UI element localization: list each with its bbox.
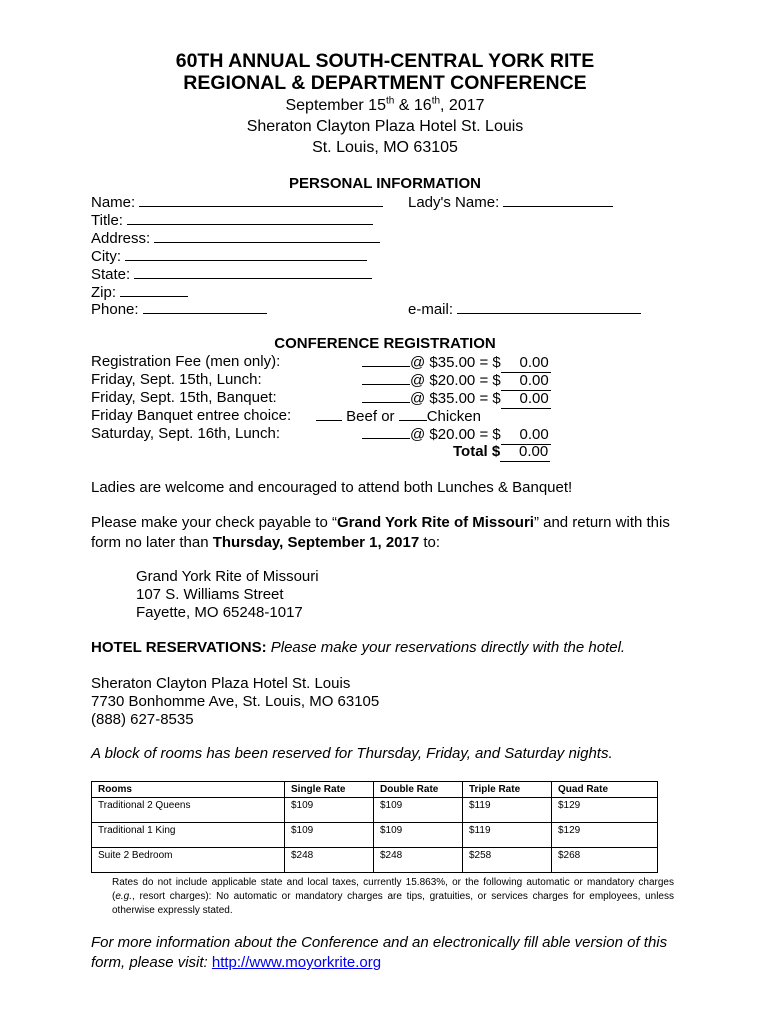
- table-header: Rooms: [92, 782, 285, 798]
- entree-choice[interactable]: Beef or Chicken: [316, 407, 481, 426]
- ladies-note: Ladies are welcome and encouraged to attend both Lunches & Banquet!: [91, 479, 573, 496]
- event-city: St. Louis, MO 63105: [312, 139, 458, 156]
- table-row: [92, 823, 658, 848]
- website-link[interactable]: http://www.moyorkrite.org: [211, 954, 382, 971]
- table-cell: $258: [463, 848, 552, 873]
- check-instructions: Please make your check payable to “Grand York Rite of Missouri” and return with this form no later than Thursday, September 1, 2017 to:: [91, 514, 670, 551]
- table-header: Single Rate: [285, 782, 374, 798]
- table-cell: $268: [552, 848, 658, 873]
- title-line-1: 60TH ANNUAL SOUTH-CENTRAL YORK RITE: [175, 50, 595, 72]
- table-cell: $119: [463, 798, 552, 823]
- table-cell: Suite 2 Bedroom: [92, 848, 285, 873]
- table-cell: $109: [374, 823, 463, 848]
- reg-label-fri-banquet: Friday, Sept. 15th, Banquet:: [91, 389, 277, 406]
- table-header: Double Rate: [374, 782, 463, 798]
- ladys-name-field[interactable]: Lady's Name:: [408, 193, 613, 212]
- table-cell: Traditional 1 King: [92, 823, 285, 848]
- reg-amount-sat-lunch: 0.00: [501, 426, 551, 445]
- reg-label-sat-lunch: Saturday, Sept. 16th, Lunch:: [91, 425, 281, 442]
- email-field[interactable]: e-mail:: [408, 300, 641, 319]
- table-cell: $119: [463, 823, 552, 848]
- footer-info: For more information about the Conference and an electronically fill able version of this form, please visit: http://www.moyorkrite.org: [91, 934, 668, 971]
- rates-notes: Rates do not include applicable state and local taxes, currently 15.863%, or the following automatic or mandatory charges (e.g., resort charges): No automatic or mandatory charges are tips, gratuities, or services charges for employees, unless otherwise expressly stated.: [112, 877, 674, 916]
- table-cell: $129: [552, 798, 658, 823]
- hotel-reservations-line: HOTEL RESERVATIONS: Please make your reservations directly with the hotel.: [91, 639, 626, 656]
- table-cell: $248: [374, 848, 463, 873]
- zip-field[interactable]: Zip:: [91, 283, 188, 302]
- table-row: [92, 798, 658, 823]
- table-row: [92, 848, 658, 873]
- title-field[interactable]: Title:: [91, 211, 373, 230]
- room-block-note: A block of rooms has been reserved for Thursday, Friday, and Saturday nights.: [91, 745, 613, 762]
- mailing-address: Grand York Rite of Missouri 107 S. Williams Street Fayette, MO 65248-1017: [136, 568, 319, 621]
- reg-line-fee[interactable]: @ $35.00 = $ 0.00: [362, 353, 551, 373]
- table-header: Quad Rate: [552, 782, 658, 798]
- table-cell: Traditional 2 Queens: [92, 798, 285, 823]
- table-cell: $109: [285, 798, 374, 823]
- title-line-2: REGIONAL & DEPARTMENT CONFERENCE: [183, 72, 587, 94]
- table-cell: $109: [285, 823, 374, 848]
- reg-amount-fee: 0.00: [501, 354, 551, 373]
- reg-amount-fri-banquet: 0.00: [501, 390, 551, 409]
- reg-label-fri-lunch: Friday, Sept. 15th, Lunch:: [91, 371, 262, 388]
- personal-info-heading: PERSONAL INFORMATION: [289, 175, 481, 192]
- table-cell: $129: [552, 823, 658, 848]
- event-details: [0, 95, 770, 158]
- room-rates-table: [91, 781, 658, 873]
- total-line: Total $ 0.00: [453, 443, 549, 460]
- reg-line-fri-banquet[interactable]: @ $35.00 = $ 0.00: [362, 389, 551, 409]
- table-cell: $248: [285, 848, 374, 873]
- name-field[interactable]: Name:: [91, 193, 383, 212]
- city-field[interactable]: City:: [91, 247, 367, 266]
- reg-line-fri-lunch[interactable]: @ $20.00 = $ 0.00: [362, 371, 551, 391]
- address-field[interactable]: Address:: [91, 229, 380, 248]
- event-dates: September 15th & 16th, 2017: [285, 95, 485, 114]
- table-cell: $109: [374, 798, 463, 823]
- table-header: Triple Rate: [463, 782, 552, 798]
- total-amount: 0.00: [500, 443, 550, 462]
- reg-amount-fri-lunch: 0.00: [501, 372, 551, 391]
- table-header-row: [92, 782, 658, 798]
- state-field[interactable]: State:: [91, 265, 372, 284]
- reg-label-fee: Registration Fee (men only):: [91, 353, 281, 370]
- phone-field[interactable]: Phone:: [91, 300, 267, 319]
- reg-label-entree: Friday Banquet entree choice:: [91, 407, 292, 424]
- event-venue: Sheraton Clayton Plaza Hotel St. Louis: [246, 118, 524, 135]
- form-title: [0, 50, 770, 94]
- reg-line-sat-lunch[interactable]: @ $20.00 = $ 0.00: [362, 425, 551, 445]
- hotel-address: Sheraton Clayton Plaza Hotel St. Louis 7730 Bonhomme Ave, St. Louis, MO 63105 (888) 627-8535: [91, 675, 380, 728]
- registration-heading: CONFERENCE REGISTRATION: [274, 335, 496, 352]
